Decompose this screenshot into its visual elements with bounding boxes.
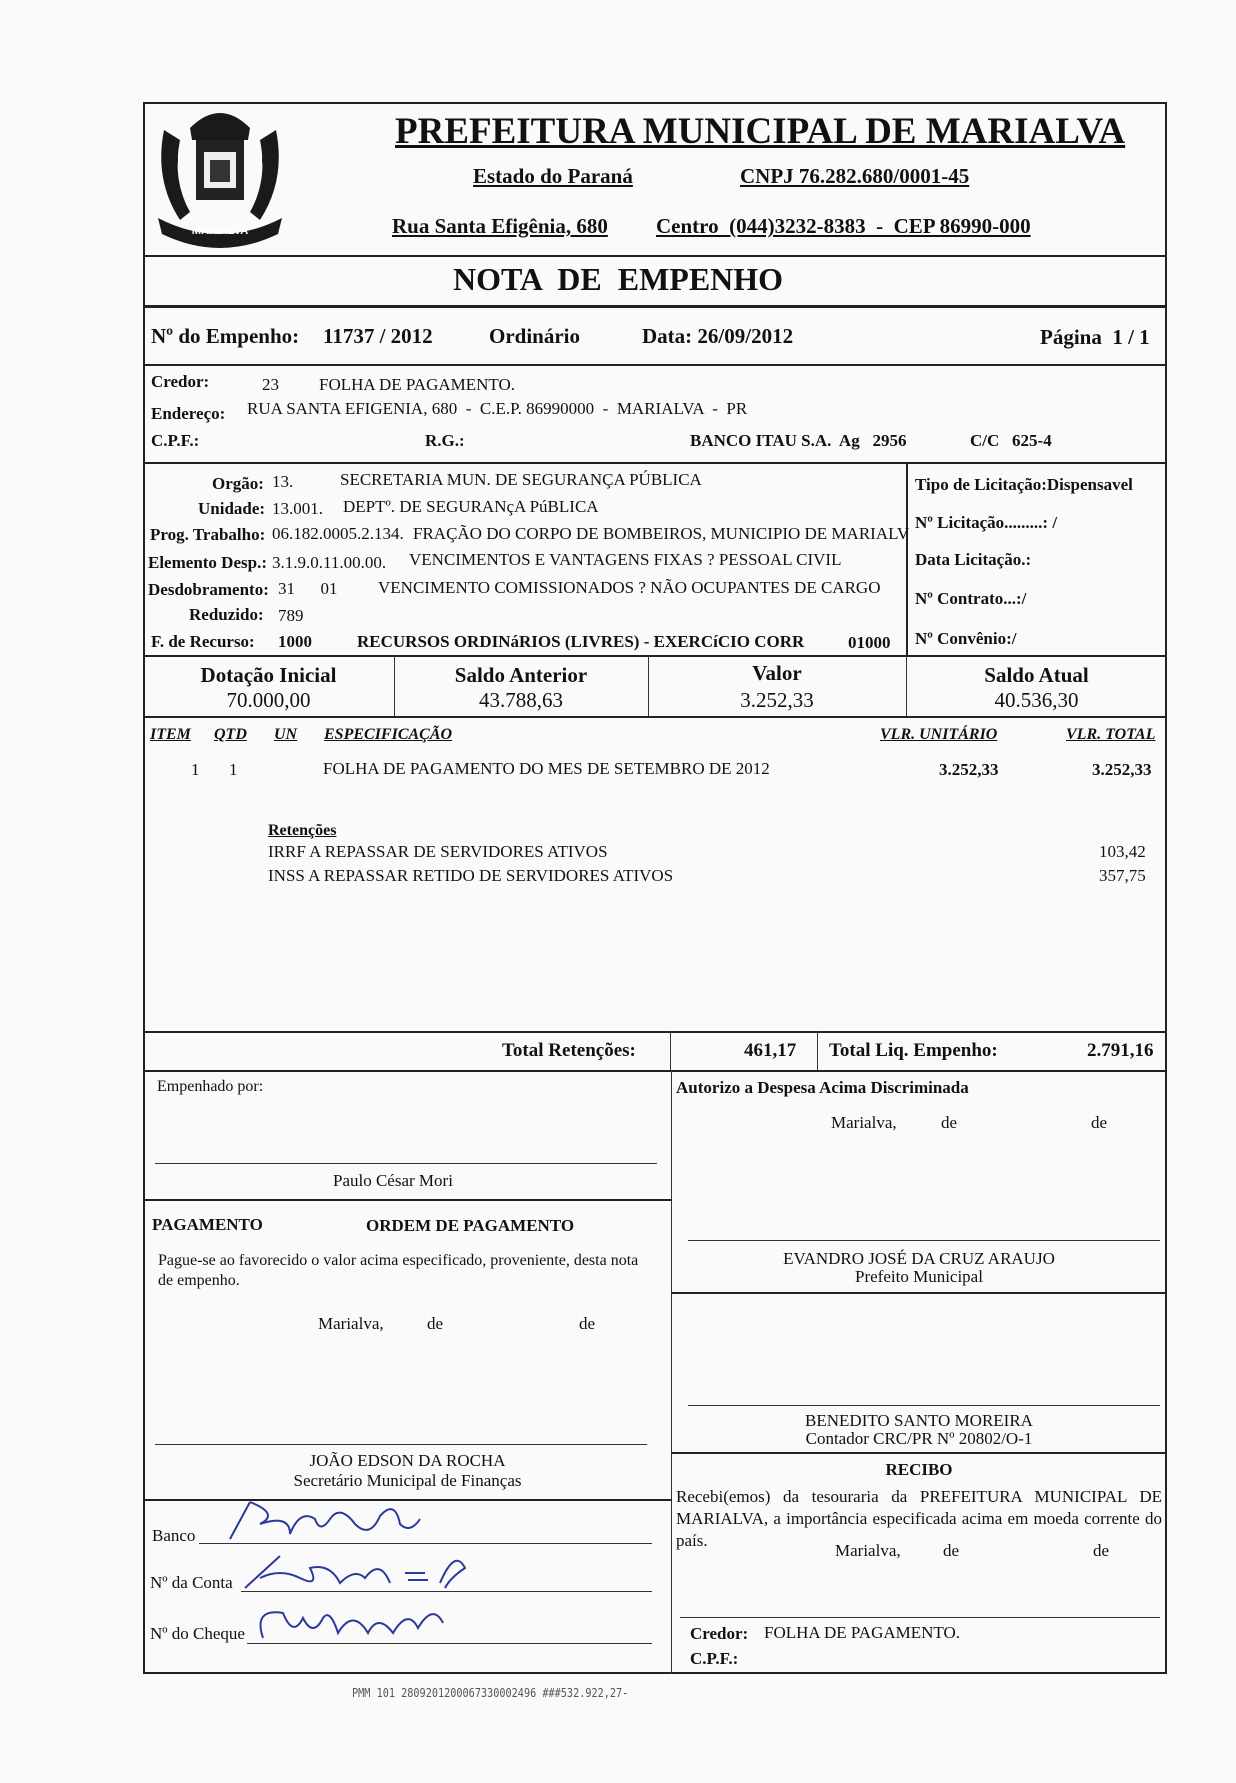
pagamento-label: PAGAMENTO — [152, 1215, 263, 1234]
contact-label: Centro (044)3232-8383 - CEP 86990-000 — [656, 214, 1031, 238]
pagamento-text: Pague-se ao favorecido o valor acima especificado, proveniente, desta nota de empenho. — [158, 1252, 639, 1289]
elemento-desc: VENCIMENTOS E VANTAGENS FIXAS ? PESSOAL CIVIL — [409, 550, 842, 569]
desdobramento-desc: VENCIMENTO COMISSIONADOS ? NÃO OCUPANTES DE CARGO — [378, 578, 881, 597]
cpf-label: C.P.F.: — [151, 431, 200, 450]
dotacao-value: 70.000,00 — [226, 688, 311, 712]
page-title: PREFEITURA MUNICIPAL DE MARIALVA — [395, 111, 1126, 152]
doc-title: NOTA DE EMPENHO — [452, 261, 784, 297]
reduzido-label: Reduzido: — [189, 605, 264, 624]
credor-code: 23 — [262, 375, 279, 394]
col-qtd: QTD — [214, 726, 247, 743]
saldo-atual-label: Saldo Atual — [984, 663, 1089, 687]
prefeito-role: Prefeito Municipal — [855, 1267, 983, 1286]
divider — [143, 1199, 672, 1201]
desdobramento-label: Desdobramento: — [148, 580, 269, 599]
handwritten-account-signature — [240, 1548, 480, 1593]
signature-line — [688, 1405, 1160, 1406]
contador-name: BENEDITO SANTO MOREIRA — [805, 1411, 1033, 1430]
elemento-label: Elemento Desp.: — [148, 553, 267, 572]
signature-line — [155, 1163, 657, 1164]
cheque-label: Nº do Cheque — [150, 1624, 245, 1643]
divider — [143, 655, 1167, 657]
orgao-code: 13. — [272, 472, 294, 491]
item-desc: FOLHA DE PAGAMENTO DO MES DE SETEMBRO DE 2012 — [323, 759, 770, 778]
desdobramento-code: 31 01 — [278, 579, 338, 598]
orgao-desc: SECRETARIA MUN. DE SEGURANÇA PÚBLICA — [340, 470, 702, 489]
credor-label: Credor: — [151, 372, 210, 391]
page-indicator: Página 1 / 1 — [1040, 325, 1150, 349]
pagamento-de: de — [579, 1314, 596, 1333]
secretario-name: JOÃO EDSON DA ROCHA — [309, 1451, 506, 1470]
pagamento-place: Marialva, — [318, 1314, 384, 1333]
recurso-label: F. de Recurso: — [151, 632, 255, 651]
prog-label: Prog. Trabalho: — [150, 525, 266, 544]
divider — [143, 364, 1167, 366]
retencao-value: 357,75 — [1099, 866, 1146, 885]
recibo-credor-label: Credor: — [690, 1624, 749, 1643]
autorizo-label: Autorizo a Despesa Acima Discriminada — [676, 1078, 969, 1097]
unidade-code: 13.001. — [272, 499, 323, 518]
empenho-type: Ordinário — [489, 324, 581, 348]
orgao-label: Orgão: — [212, 474, 264, 493]
ordem-pagamento-label: ORDEM DE PAGAMENTO — [366, 1216, 575, 1235]
recurso-desc: RECURSOS ORDINáRIOS (LIVRES) - EXERCíCIO CORR — [357, 632, 805, 651]
valor-label: Valor — [752, 661, 802, 685]
autorizo-de: de — [941, 1113, 958, 1132]
dotacao-label: Dotação Inicial — [200, 663, 337, 687]
recibo-text: Recebi(emos) da tesouraria da PREFEITURA MUNICIPAL DE MARIALVA, a importância especificada acima em moeda corrente do país. — [676, 1487, 1162, 1550]
col-total-value: VLR. TOTAL — [1066, 726, 1156, 743]
licitacao-tipo-text: Tipo de Licitação:Dispensavel — [915, 475, 1133, 494]
credor-name: FOLHA DE PAGAMENTO. — [319, 375, 515, 394]
divider — [671, 1452, 1167, 1454]
contador-role: Contador CRC/PR Nº 20802/O-1 — [805, 1429, 1033, 1448]
recibo-de: de — [943, 1541, 960, 1560]
col-unit-value: VLR. UNITÁRIO — [880, 726, 998, 743]
recurso-code: 1000 — [278, 632, 312, 651]
cnpj-label: CNPJ 76.282.680/0001-45 — [740, 164, 970, 188]
autorizo-de: de — [1091, 1113, 1108, 1132]
valor-value: 3.252,33 — [740, 688, 814, 712]
retencao-desc: INSS A REPASSAR RETIDO DE SERVIDORES ATIVOS — [268, 866, 674, 885]
contrato-number: Nº Contrato...:/ — [915, 589, 1027, 608]
empenho-date: Data: 26/09/2012 — [642, 324, 794, 348]
municipal-crest-icon — [150, 100, 290, 260]
divider — [143, 1031, 1167, 1033]
prog-code: 06.182.0005.2.134. — [272, 524, 404, 543]
empenhado-label: Empenhado por: — [157, 1078, 264, 1095]
divider — [670, 1031, 671, 1071]
divider — [817, 1031, 818, 1071]
divider — [143, 255, 1167, 257]
address-label: Rua Santa Efigênia, 680 — [392, 214, 608, 238]
account-info: C/C 625-4 — [970, 431, 1052, 450]
conta-label: Nº da Conta — [150, 1573, 233, 1592]
total-liquido-value: 2.791,16 — [1087, 1040, 1154, 1061]
saldo-anterior-label: Saldo Anterior — [454, 663, 588, 687]
licitacao-tipo — [915, 475, 1133, 495]
col-item: ITEM — [150, 726, 191, 743]
crest-text: MARIALVA — [191, 225, 249, 237]
item-unit-value: 3.252,33 — [939, 760, 999, 779]
item-qty: 1 — [229, 760, 238, 779]
rg-label: R.G.: — [425, 431, 465, 450]
banco-label: Banco — [152, 1526, 196, 1545]
handwritten-cheque-signature — [258, 1598, 458, 1646]
signature-line — [688, 1240, 1160, 1241]
bank-info: BANCO ITAU S.A. Ag 2956 — [690, 431, 907, 450]
state-label: Estado do Paraná — [473, 164, 633, 188]
unidade-desc: DEPTº. DE SEGURANçA PúBLICA — [343, 497, 599, 516]
divider — [143, 462, 1167, 464]
recibo-credor: FOLHA DE PAGAMENTO. — [764, 1623, 960, 1642]
divider — [671, 1292, 1167, 1294]
total-liquido-label: Total Liq. Empenho: — [829, 1040, 998, 1061]
prog-desc: FRAÇÃO DO CORPO DE BOMBEIROS, MUNICIPIO DE MARIALV — [413, 524, 910, 543]
recibo-place: Marialva, — [835, 1541, 901, 1560]
autorizo-place: Marialva, — [831, 1113, 897, 1132]
saldo-atual-value: 40.536,30 — [994, 688, 1079, 712]
secretario-role: Secretário Municipal de Finanças — [293, 1471, 522, 1490]
col-especificacao: ESPECIFICAÇÃO — [324, 726, 453, 743]
handwritten-bank-signature — [220, 1494, 450, 1544]
recibo-cpf-label: C.P.F.: — [690, 1649, 739, 1668]
divider — [143, 305, 1167, 308]
recibo-de: de — [1093, 1541, 1110, 1560]
retencao-desc: IRRF A REPASSAR DE SERVIDORES ATIVOS — [268, 842, 608, 861]
col-un: UN — [274, 726, 298, 743]
unidade-label: Unidade: — [198, 499, 266, 518]
credor-address: RUA SANTA EFIGENIA, 680 - C.E.P. 86990000 - MARIALVA - PR — [247, 399, 748, 418]
item-total-value: 3.252,33 — [1092, 760, 1152, 779]
signature-line — [680, 1617, 1160, 1618]
retencao-value: 103,42 — [1099, 842, 1146, 861]
footer-stamp: PMM 101 2809201200067330002496 ###532.922,27- — [352, 1686, 629, 1700]
signature-line — [155, 1444, 647, 1445]
prefeito-name: EVANDRO JOSÉ DA CRUZ ARAUJO — [783, 1249, 1055, 1268]
recibo-title: RECIBO — [885, 1460, 953, 1479]
recurso-number: 01000 — [848, 633, 891, 652]
elemento-code: 3.1.9.0.11.00.00. — [272, 553, 387, 572]
total-retencoes-value: 461,17 — [744, 1040, 797, 1061]
divider — [671, 1070, 672, 1674]
item-number: 1 — [191, 760, 200, 779]
reduzido-value: 789 — [278, 606, 304, 625]
total-retencoes-label: Total Retenções: — [502, 1040, 636, 1061]
empenho-number-label: Nº do Empenho: — [151, 324, 300, 348]
address-field-label: Endereço: — [151, 404, 226, 423]
empenho-number: 11737 / 2012 — [323, 324, 433, 348]
empenhado-name: Paulo César Mori — [333, 1171, 453, 1190]
licitacao-numero: Nº Licitação.........: / — [915, 513, 1058, 532]
convenio-number: Nº Convênio:/ — [915, 629, 1017, 648]
pagamento-de: de — [427, 1314, 444, 1333]
saldo-anterior-value: 43.788,63 — [479, 688, 563, 712]
licitacao-data: Data Licitação.: — [915, 550, 1032, 569]
divider — [906, 462, 908, 656]
divider — [143, 716, 1167, 718]
retencoes-label: Retenções — [268, 822, 337, 839]
divider — [143, 1070, 1167, 1072]
